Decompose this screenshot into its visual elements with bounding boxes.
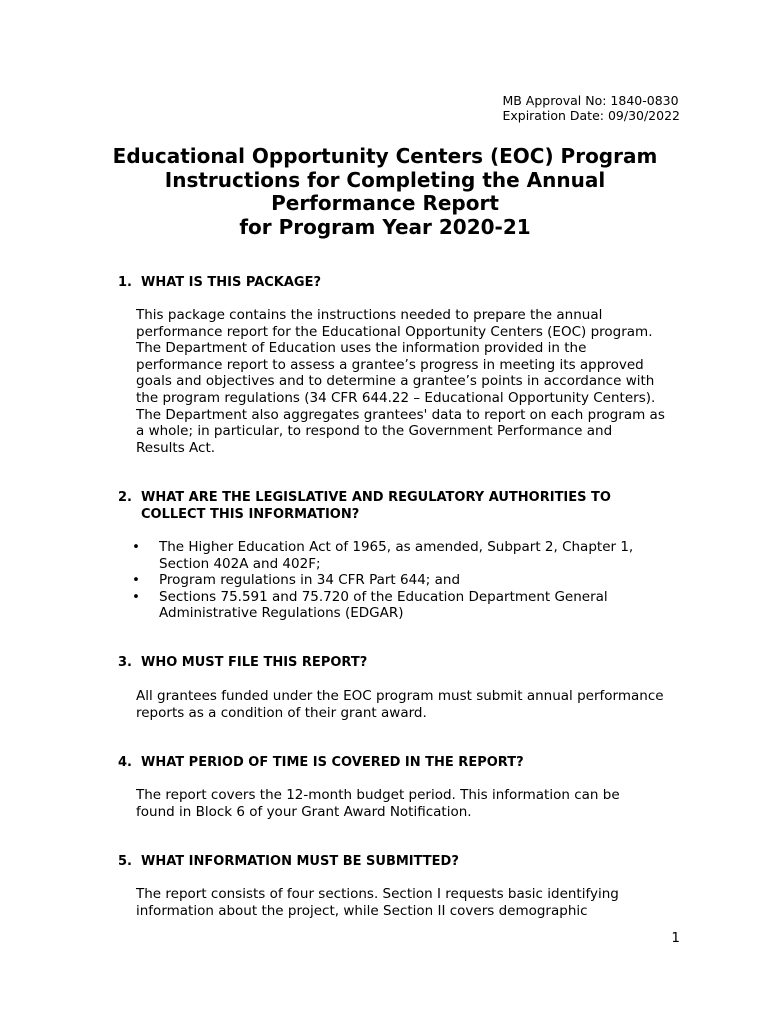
section-number: 2. [118,490,132,505]
list-item-line: The Higher Education Act of 1965, as amended, Subpart 2, Chapter 1, [159,539,634,555]
body-line: information about the project, while Section II covers demographic [136,902,588,919]
section-title-continued: COLLECT THIS INFORMATION? [141,507,360,522]
body-line: The report covers the 12-month budget period. This information can be [136,787,620,803]
document-title [0,145,770,239]
section-number: 5. [118,854,132,869]
body-line: The Department of Education uses the information provided in the [136,340,587,357]
body-line: a whole; in particular, to respond to the Government Performance and [136,423,613,440]
body-line: The report consists of four sections. Section I requests basic identifying [136,886,619,902]
body-line: This package contains the instructions needed to prepare the annual [136,307,603,323]
section-1-heading [118,274,321,291]
list-item-line: Sections 75.591 and 75.720 of the Education Department General [159,588,608,605]
title-line: Educational Opportunity Centers (EOC) Program [112,144,658,168]
approval-number: MB Approval No: 1840-0830 [502,93,679,108]
bullet-icon: • [132,539,140,555]
section-number: 4. [118,755,132,770]
list-item-line: Administrative Regulations (EDGAR) [159,605,404,622]
section-number: 1. [118,275,132,290]
title-line: for Program Year 2020-21 [239,214,531,239]
page-number: 1 [671,930,680,946]
section-3-heading [118,654,367,671]
body-line: found in Block 6 of your Grant Award Notification. [136,803,472,820]
body-line: All grantees funded under the EOC program must submit annual performance [136,688,664,704]
section-2-heading [118,489,611,523]
body-line: The Department also aggregates grantees' data to report on each program as [136,406,665,423]
body-line: goals and objectives and to determine a grantee’s points in accordance with [136,373,655,390]
list-item-line: Program regulations in 34 CFR Part 644; and [159,572,461,589]
section-5-body [136,886,696,919]
body-line: Results Act. [136,439,216,456]
body-line: performance report to assess a grantee’s progress in meeting its approved [136,356,644,373]
list-item [132,539,692,572]
section-1-body [136,307,696,456]
approval-block [502,93,680,123]
body-line: reports as a condition of their grant award. [136,704,427,721]
section-title: WHO MUST FILE THIS REPORT? [141,655,368,670]
section-4-heading [118,754,524,771]
authorities-list [132,539,692,622]
section-title: WHAT PERIOD OF TIME IS COVERED IN THE REPORT? [141,755,524,770]
section-3-body [136,688,696,721]
title-line: Instructions for Completing the Annual [164,167,606,192]
section-number: 3. [118,655,132,670]
section-4-body [136,787,696,820]
bullet-icon: • [132,572,140,589]
title-line: Performance Report [271,191,499,215]
section-title: WHAT INFORMATION MUST BE SUBMITTED? [141,854,459,869]
list-item [132,589,692,622]
bullet-icon: • [132,588,140,605]
list-item [132,572,692,589]
body-line: performance report for the Educational Opportunity Centers (EOC) program. [136,323,653,340]
expiration-date: Expiration Date: 09/30/2022 [502,108,680,123]
list-item-line: Section 402A and 402F; [159,555,321,572]
section-title: WHAT ARE THE LEGISLATIVE AND REGULATORY AUTHORITIES TO [141,490,611,505]
section-title: WHAT IS THIS PACKAGE? [141,275,322,290]
section-5-heading [118,853,459,870]
body-line: the program regulations (34 CFR 644.22 – Educational Opportunity Centers). [136,389,656,406]
